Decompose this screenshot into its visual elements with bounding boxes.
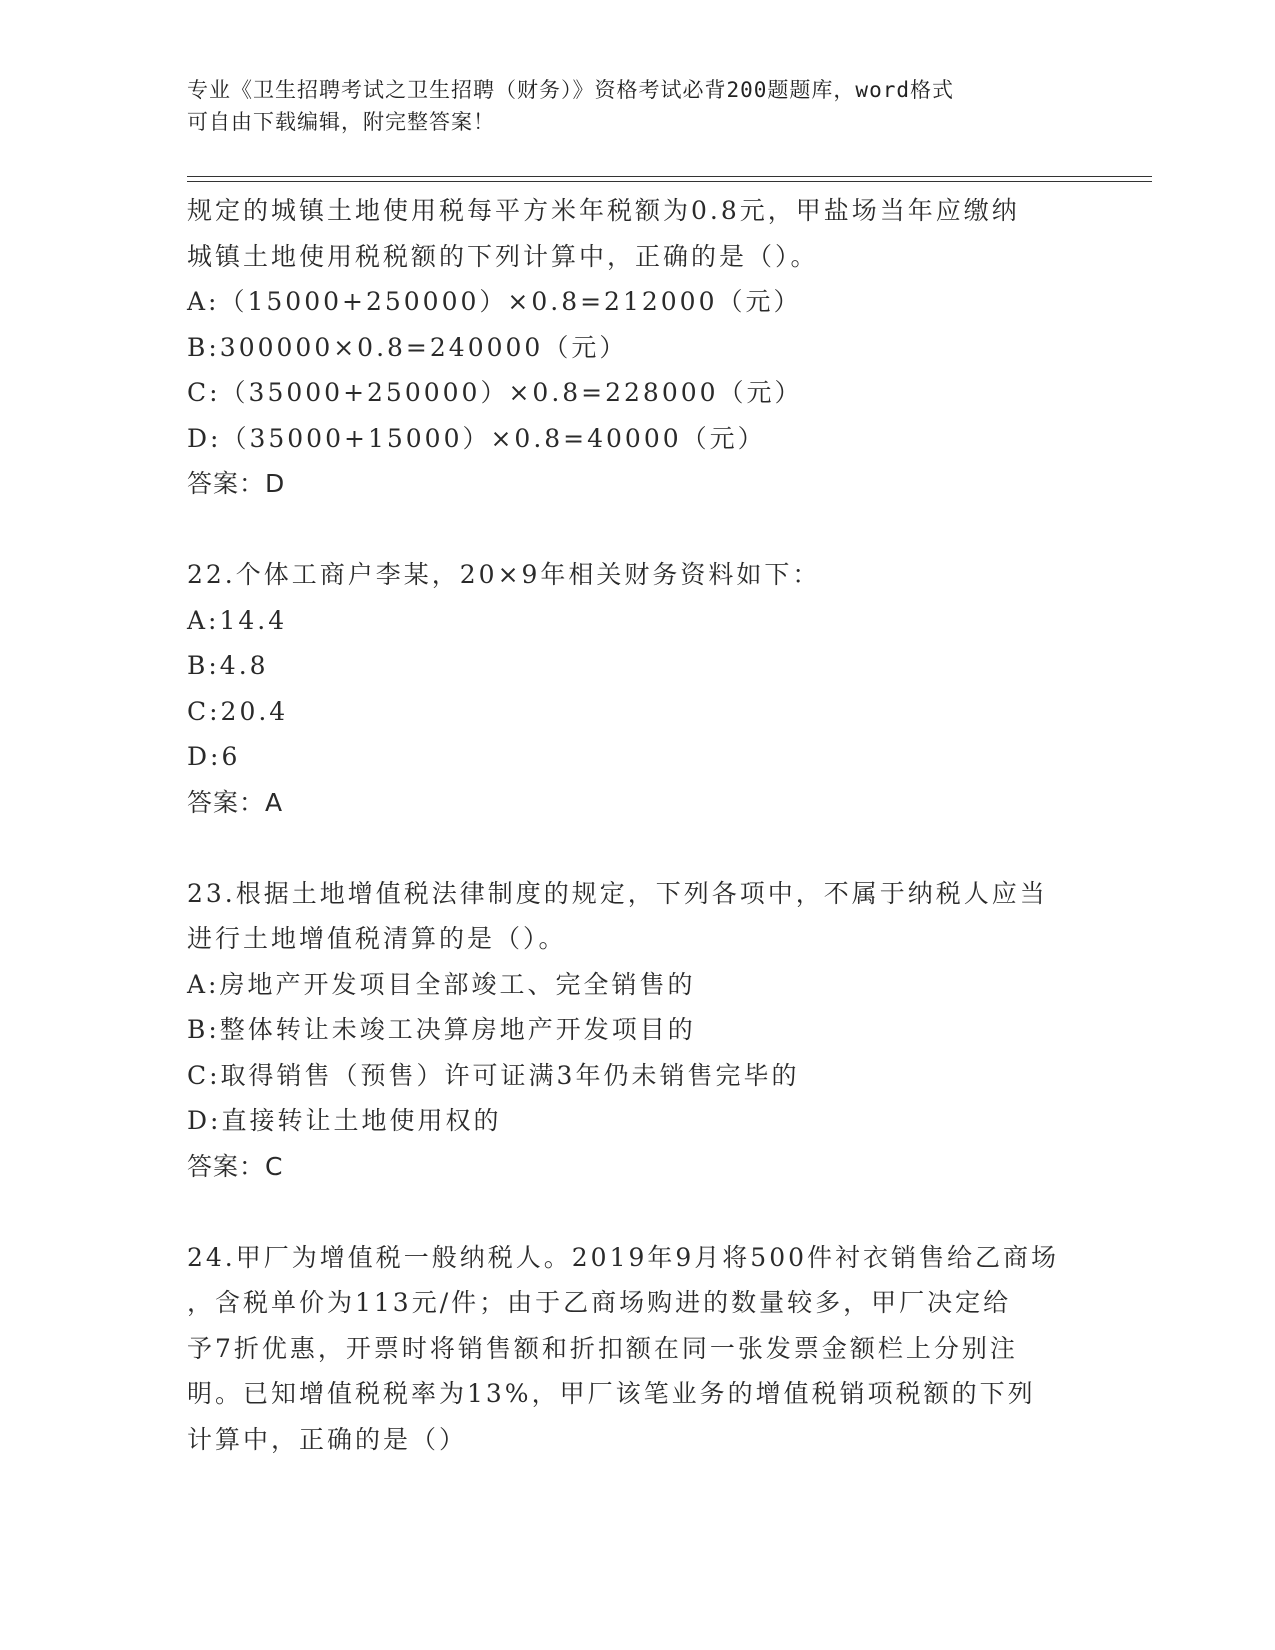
header-line-1: 专业《卫生招聘考试之卫生招聘（财务）》资格考试必背200题题库，word格式 [187,78,954,102]
question-stem-line: 22.个体工商户李某，20×9年相关财务资料如下： [187,560,821,589]
question-block [187,188,1087,507]
block-spacer [187,507,1087,553]
block-spacer [187,825,1087,871]
answer-label: 答案：A [187,787,284,817]
question-stem-line: 明。已知增值税税率为13%，甲厂该笔业务的增值税销项税额的下列 [187,1379,1036,1408]
question-stem-line: 规定的城镇土地使用税每平方米年税额为0.8元，甲盐场当年应缴纳 [187,196,1020,225]
question-stem-line: 予7折优惠，开票时将销售额和折扣额在同一张发票金额栏上分别注 [187,1333,1018,1363]
option-a: A:房地产开发项目全部竣工、完全销售的 [187,969,696,999]
option-b: B:300000×0.8=240000（元） [187,332,628,362]
option-d: D:6 [187,742,241,771]
option-c: C:20.4 [187,696,289,726]
option-a: A:14.4 [187,605,288,635]
question-block [187,1235,1087,1463]
header-line-2: 可自由下载编辑，附完整答案！ [187,110,495,134]
divider-rule-top [187,176,1152,177]
divider-rule-bottom [187,181,1152,182]
question-stem-line: 城镇土地使用税税额的下列计算中，正确的是（）。 [187,241,819,271]
option-d: D:（35000+15000）×0.8=40000（元） [187,423,766,453]
option-d: D:直接转让土地使用权的 [187,1106,502,1135]
block-spacer [187,1189,1087,1235]
question-stem-line: 进行土地增值税清算的是（）。 [187,924,567,953]
question-stem-line: 23.根据土地增值税法律制度的规定，下列各项中，不属于纳税人应当 [187,878,1048,908]
question-stem-line: 24.甲厂为增值税一般纳税人。2019年9月将500件衬衣销售给乙商场 [187,1242,1060,1272]
option-a: A:（15000+250000）×0.8=212000（元） [187,287,802,316]
answer-label: 答案：C [187,1151,284,1181]
option-b: B:4.8 [187,651,269,680]
question-list [187,188,1087,1462]
question-block [187,871,1087,1190]
question-block [187,552,1087,825]
question-stem-line: 计算中，正确的是（） [187,1424,468,1454]
document-header [187,74,1067,138]
option-c: C:（35000+250000）×0.8=228000（元） [187,378,803,407]
answer-label: 答案：D [187,469,286,498]
question-stem-line: ，含税单价为113元/件；由于乙商场购进的数量较多，甲厂决定给 [187,1288,1012,1317]
option-c: C:取得销售（预售）许可证满3年仍未销售完毕的 [187,1060,800,1090]
option-b: B:整体转让未竣工决算房地产开发项目的 [187,1015,696,1044]
